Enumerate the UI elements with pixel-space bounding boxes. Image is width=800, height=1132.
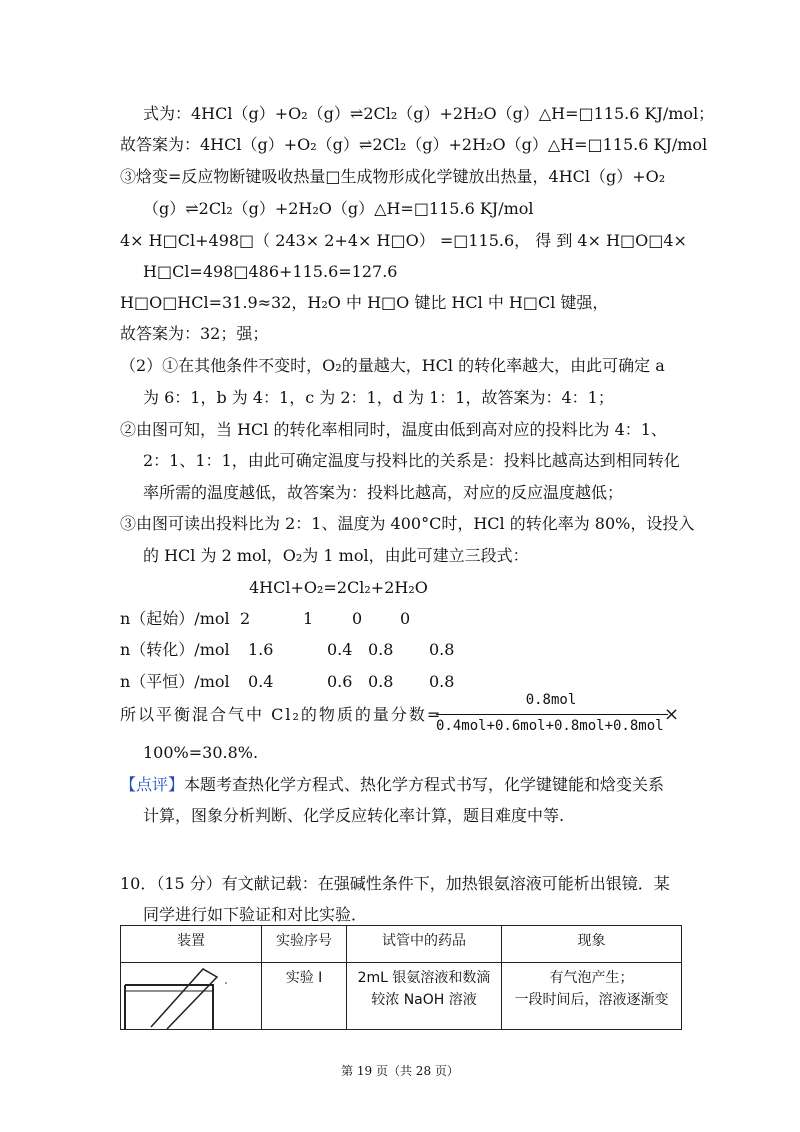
phenomenon-cell [502, 963, 682, 1030]
row-value: 1 [303, 609, 314, 628]
times-sign: × [664, 704, 680, 725]
answer-line: 率所需的温度越低，故答案为：投料比越高，对应的反应温度越低； [143, 483, 624, 502]
mole-fraction [436, 692, 668, 742]
col-header-apparatus: 装置 [121, 926, 262, 963]
fraction-numerator: 0.8mol [525, 692, 577, 708]
answer-line: ③焓变=反应物断键吸收热量□生成物形成化学键放出热量，4HCl（g）+O₂ [120, 167, 666, 186]
comment-tag: 【点评】 [120, 775, 185, 794]
answer-line: ②由图可知，当 HCl 的转化率相同时，温度由低到高对应的投料比为 4：1、 [120, 420, 667, 439]
row-value: 0.8 [429, 672, 455, 691]
experiment-seq: 实验 I [262, 963, 347, 1030]
comment-line [120, 774, 664, 796]
col-header-seq: 实验序号 [262, 926, 347, 963]
question-10-cont: 同学进行如下验证和对比实验． [143, 905, 368, 924]
answer-line: 4× H□Cl+498□（ 243× 2+4× H□O） =□115.6， 得 到 4× H□O□4× [120, 231, 687, 250]
row-value: 0.4 [248, 672, 274, 691]
row-value: 0 [400, 609, 411, 628]
answer-line: （2）①在其他条件不变时，O₂的量越大，HCl 的转化率越大，由此可确定 a [120, 356, 665, 375]
apparatus-diagram [121, 963, 257, 1029]
answer-line: （g）⇌2Cl₂（g）+2H₂O（g）△H=□115.6 KJ/mol [143, 199, 534, 218]
apparatus-cell [121, 963, 262, 1030]
row-value: 0.4 [327, 640, 353, 659]
phenomenon-line: 一段时间后，溶液逐渐变 [514, 992, 669, 1008]
fraction-prefix: 所以平衡混合气中 Cl₂的物质的量分数= [120, 705, 443, 724]
row-value: 0.8 [429, 640, 455, 659]
row-value: 0 [352, 609, 363, 628]
answer-line: 故答案为：4HCl（g）+O₂（g）⇌2Cl₂（g）+2H₂O（g）△H=□115.6 KJ/mol [120, 135, 708, 154]
row-value: 0.8 [368, 672, 394, 691]
reaction-equation: 4HCl+O₂=2Cl₂+2H₂O [249, 578, 428, 597]
row-value: 2 [240, 609, 251, 628]
page-footer: 第 19 页（共 28 页） [341, 1064, 459, 1078]
answer-line: ③由图可读出投料比为 2：1、温度为 400°C时，HCl 的转化率为 80%，设投入 [120, 514, 695, 533]
answer-line: H□O□HCl=31.9≈32，H₂O 中 H□O 键比 HCl 中 H□Cl 键强， [120, 293, 609, 312]
question-10: 10．（15 分）有文献记载：在强碱性条件下，加热银氨溶液可能析出银镜．某 [120, 874, 670, 893]
answer-line: 式为：4HCl（g）+O₂（g）⇌2Cl₂（g）+2H₂O（g）△H=□115.6 KJ/mol； [143, 104, 715, 123]
row-value: 0.8 [368, 640, 394, 659]
answer-line: H□Cl=498□486+115.6=127.6 [143, 262, 398, 281]
fraction-bar [436, 714, 668, 715]
col-header-reagent: 试管中的药品 [347, 926, 502, 963]
phenomenon-line: 有气泡产生； [549, 970, 634, 986]
row-value: 0.6 [327, 672, 353, 691]
table-header-row [121, 926, 682, 963]
fraction-result: 100%=30.8%. [143, 743, 259, 762]
answer-line: 为 6：1，b 为 4：1，c 为 2：1，d 为 1：1，故答案为：4：1； [143, 388, 614, 407]
reagent-cell [347, 963, 502, 1030]
comment-text: 本题考查热化学方程式、热化学方程式书写，化学键键能和焓变关系 [184, 775, 665, 794]
experiment-table [120, 925, 682, 1030]
reagent-line: 2mL 银氨溶液和数滴 [357, 970, 491, 986]
answer-line: 2：1、1：1，由此可确定温度与投料比的关系是：投料比越高达到相同转化 [143, 451, 680, 470]
row-label: n（转化）/mol [120, 640, 230, 659]
answer-line: 故答案为：32；强； [120, 324, 269, 343]
row-label: n（起始）/mol [120, 609, 230, 628]
answer-line: 的 HCl 为 2 mol，O₂为 1 mol，由此可建立三段式： [143, 546, 529, 565]
fraction-denominator: 0.4mol+0.6mol+0.8mol+0.8mol [436, 718, 664, 734]
col-header-phenomenon: 现象 [502, 926, 682, 963]
row-label: n（平恒）/mol [120, 672, 230, 691]
row-value: 1.6 [248, 640, 274, 659]
comment-line: 计算，图象分析判断、化学反应转化率计算，题目难度中等. [143, 806, 565, 825]
reagent-line: 较浓 NaOH 溶液 [371, 992, 477, 1008]
table-row [121, 963, 682, 1030]
